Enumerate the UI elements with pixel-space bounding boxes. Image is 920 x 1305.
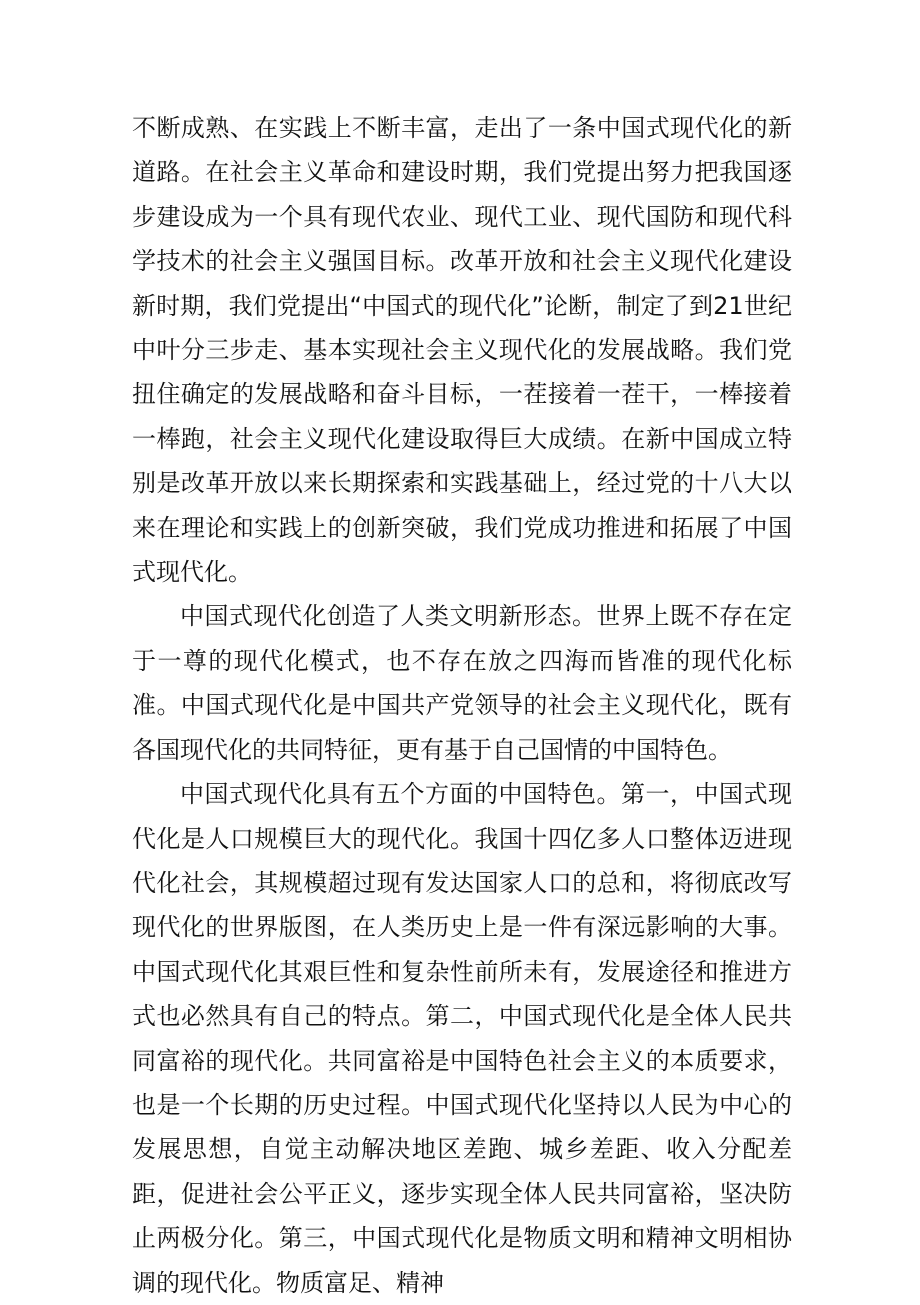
document-body bbox=[132, 106, 792, 1305]
paragraph-continuation: 不断成熟、在实践上不断丰富，走出了一条中国式现代化的新道路。在社会主义革命和建设时期，我们党提出努力把我国逐步建设成为一个具有现代农业、现代工业、现代国防和现代科学技术的社会主义强国目标。改革开放和社会主义现代化建设新时期，我们党提出“中国式的现代化”论断，制定了到21世纪中叶分三步走、基本实现社会主义现代化的发展战略。我们党扭住确定的发展战略和奋斗目标，一茬接着一茬干，一棒接着一棒跑，社会主义现代化建设取得巨大成绩。在新中国成立特别是改革开放以来长期探索和实践基础上，经过党的十八大以来在理论和实践上的创新突破，我们党成功推进和拓展了中国式现代化。 bbox=[132, 114, 792, 587]
paragraph-five-features: 中国式现代化具有五个方面的中国特色。第一，中国式现代化是人口规模巨大的现代化。我国十四亿多人口整体迈进现代化社会，其规模超过现有发达国家人口的总和，将彻底改写现代化的世界版图，在人类历史上是一件有深远影响的大事。中国式现代化其艰巨性和复杂性前所未有，发展途径和推进方式也必然具有自己的特点。第二，中国式现代化是全体人民共同富裕的现代化。共同富裕是中国特色社会主义的本质要求，也是一个长期的历史过程。中国式现代化坚持以人民为中心的发展思想，自觉主动解决地区差跑、城乡差距、收入分配差距，促进社会公平正义，逐步实现全体人民共同富裕，坚决防止两极分化。第三，中国式现代化是物质文明和精神文明相协调的现代化。物质富足、精神 bbox=[132, 780, 792, 1297]
paragraph-civilization-form: 中国式现代化创造了人类文明新形态。世界上既不存在定于一尊的现代化模式，也不存在放之四海而皆准的现代化标准。中国式现代化是中国共产党领导的社会主义现代化，既有各国现代化的共同特征，更有基于自己国情的中国特色。 bbox=[132, 602, 792, 764]
